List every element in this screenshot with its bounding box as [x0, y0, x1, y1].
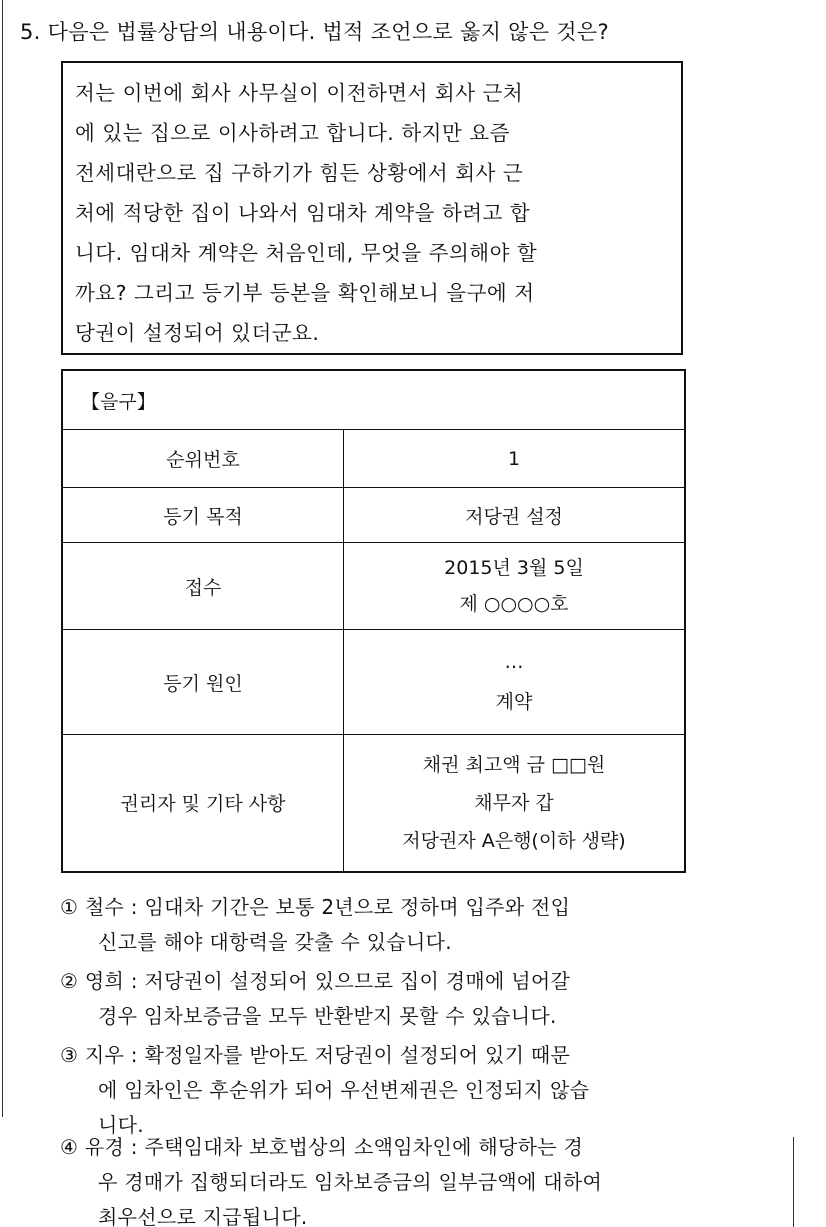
story-line: 당권이 설정되어 있더군요. — [75, 321, 320, 345]
option-text: ② 영희 : 저당권이 설정되어 있으므로 집이 경매에 넘어갈 — [60, 969, 571, 993]
option-4[interactable] — [60, 1130, 602, 1227]
option-text: 니다. — [98, 1113, 144, 1137]
option-3[interactable] — [60, 1038, 780, 1143]
row-value: 1 — [344, 430, 686, 488]
row-value: 2015년 3월 5일 — [444, 557, 584, 579]
table-row — [62, 543, 685, 630]
story-line: 까요? 그리고 등기부 등본을 확인해보니 을구에 저 — [75, 281, 535, 305]
option-text: 경우 임차보증금을 모두 반환받지 못할 수 있습니다. — [98, 1004, 557, 1028]
table-header: 【을구】 — [62, 370, 685, 430]
row-label: 권리자 및 기타 사항 — [62, 735, 344, 872]
option-text: ④ 유경 : 주택임대차 보호법상의 소액임차인에 해당하는 경 — [60, 1135, 584, 1159]
row-label: 등기 원인 — [62, 630, 344, 735]
registry-table — [61, 369, 686, 873]
story-line: 에 있는 집으로 이사하려고 합니다. 하지만 요즘 — [75, 121, 510, 145]
option-text: ① 철수 : 임대차 기간은 보통 2년으로 정하며 입주와 전입 — [60, 895, 571, 919]
option-text: 에 임차인은 후순위가 되어 우선변제권은 인정되지 않습 — [98, 1078, 590, 1102]
consultation-box — [61, 61, 683, 355]
option-text: ③ 지우 : 확정일자를 받아도 저당권이 설정되어 있기 때문 — [60, 1043, 571, 1067]
column-divider — [793, 1137, 794, 1227]
row-value: 저당권 설정 — [344, 488, 686, 543]
column-divider — [2, 0, 3, 1117]
table-row — [62, 630, 685, 735]
row-value: 계약 — [495, 691, 533, 713]
row-value: 채무자 갑 — [474, 791, 554, 814]
story-line: 저는 이번에 회사 사무실이 이전하면서 회사 근처 — [75, 81, 524, 105]
row-value: 제 ○○○○호 — [459, 593, 569, 615]
option-text: 우 경매가 집행되더라도 임차보증금의 일부금액에 대하여 — [98, 1170, 603, 1194]
table-row — [62, 488, 685, 543]
option-text: 최우선으로 지급됩니다. — [98, 1205, 308, 1227]
story-line: 전세대란으로 집 구하기가 힘든 상황에서 회사 근 — [75, 161, 524, 185]
answer-options — [60, 890, 780, 1147]
row-value: 채권 최고액 금 □□원 — [422, 753, 606, 776]
row-value: … — [504, 651, 524, 673]
row-label: 접수 — [62, 543, 344, 630]
question-title: 5. 다음은 법률상담의 내용이다. 법적 조언으로 옳지 않은 것은? — [20, 20, 609, 44]
option-1[interactable] — [60, 890, 780, 960]
row-value: 저당권자 A은행(이하 생략) — [402, 829, 626, 852]
table-row — [62, 430, 685, 488]
row-label: 순위번호 — [62, 430, 344, 488]
option-2[interactable] — [60, 964, 780, 1034]
option-text: 신고를 해야 대항력을 갖출 수 있습니다. — [98, 930, 452, 954]
story-line: 처에 적당한 집이 나와서 임대차 계약을 하려고 합 — [75, 201, 531, 225]
story-line: 니다. 임대차 계약은 처음인데, 무엇을 주의해야 할 — [75, 241, 538, 265]
row-label: 등기 목적 — [62, 488, 344, 543]
table-row — [62, 735, 685, 872]
